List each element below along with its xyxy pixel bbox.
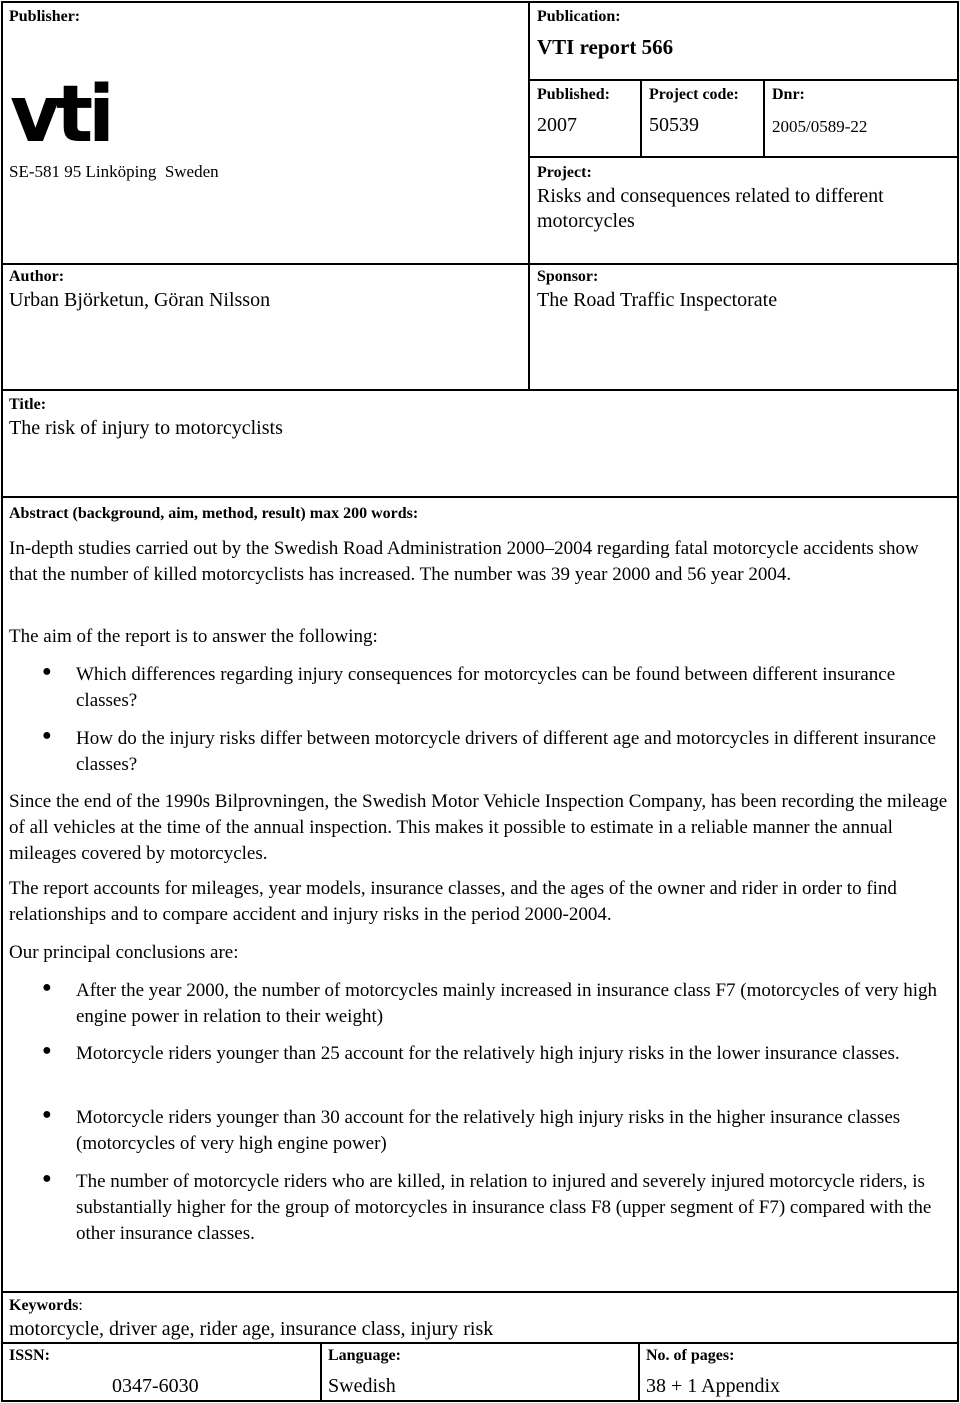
dnr-label: Dnr:: [772, 86, 805, 103]
pages-label: No. of pages:: [646, 1347, 735, 1364]
bullet-icon: ●: [42, 1106, 52, 1123]
author-label: Author:: [9, 268, 65, 285]
sponsor-label: Sponsor:: [537, 268, 599, 285]
keywords-label: Keywords: [9, 1297, 79, 1314]
abstract-paragraph-scope: The report accounts for mileages, year models, insurance classes, and the ages of the owner and rider in order to find relationships and to compare accident and injury risks in the period 2000-2004.: [9, 878, 897, 925]
abstract-label: Abstract (background, aim, method, result) max 200 words:: [9, 505, 419, 522]
sponsor-value: The Road Traffic Inspectorate: [537, 289, 778, 311]
divider-published-row: [529, 79, 959, 81]
conclusion-item: Motorcycle riders younger than 30 account for the relatively high injury risks in the higher insurance classes (motorcycles of very high engine power): [76, 1107, 901, 1154]
report-title: The risk of injury to motorcyclists: [9, 417, 283, 439]
bullet-icon: ●: [42, 1042, 52, 1059]
project-code-label: Project code:: [649, 86, 739, 103]
language-label: Language:: [328, 1347, 401, 1364]
divider-dnr-column: [763, 79, 765, 157]
vti-logo: vti: [10, 70, 110, 160]
publication-value: VTI report 566: [537, 35, 674, 59]
divider-abstract-row: [1, 496, 959, 498]
project-title-line1: Risks and consequences related to different: [537, 185, 884, 207]
divider-issn-row: [1, 1342, 959, 1344]
question-item: Which differences regarding injury consequences for motorcycles can be found between different insurance classes?: [76, 664, 896, 711]
conclusion-item: After the year 2000, the number of motorcycles mainly increased in insurance class F7 (motorcycles of very high engine power in relation to their weight): [76, 980, 938, 1027]
abstract-paragraph-conclusions-intro: Our principal conclusions are:: [9, 942, 239, 963]
project-title-line2: motorcycles: [537, 210, 635, 232]
publisher-label: Publisher:: [9, 8, 81, 25]
divider-pages-column: [638, 1342, 640, 1402]
abstract-paragraph-background: In-depth studies carried out by the Swedish Road Administration 2000–2004 regarding fatal motorcycle accidents show that the number of killed motorcyclists has increased. The number was 39 year 2000 and 56 year 2004.: [9, 538, 919, 585]
title-label: Title:: [9, 396, 47, 413]
issn-value: 0347-6030: [112, 1375, 199, 1397]
divider-author-row: [1, 263, 959, 265]
conclusion-item: The number of motorcycle riders who are killed, in relation to injured and severely injured motorcycle riders, is substantially higher for the group of motorcycles in insurance class F8 (upper segment of F7) compared with the other insurance classes.: [76, 1171, 932, 1244]
divider-published-column: [640, 79, 642, 157]
pages-value: 38 + 1 Appendix: [646, 1375, 781, 1397]
keywords-value: motorcycle, driver age, rider age, insurance class, injury risk: [9, 1318, 494, 1340]
abstract-paragraph-aim: The aim of the report is to answer the following:: [9, 626, 378, 647]
question-item: How do the injury risks differ between motorcycle drivers of different age and motorcycles in different insurance classes?: [76, 728, 936, 775]
keywords-label-row: [9, 1297, 83, 1315]
language-value: Swedish: [328, 1375, 396, 1397]
published-value: 2007: [537, 114, 577, 136]
author-value: Urban Björketun, Göran Nilsson: [9, 289, 271, 311]
bullet-icon: ●: [42, 979, 52, 996]
published-label: Published:: [537, 86, 610, 103]
project-label: Project:: [537, 164, 592, 181]
publication-label: Publication:: [537, 8, 621, 25]
divider-title-row: [1, 389, 959, 391]
divider-project-row: [529, 156, 959, 158]
abstract-paragraph-method: Since the end of the 1990s Bilprovningen, the Swedish Motor Vehicle Inspection Company, has been recording the mileage of all vehicles at the time of the annual inspection. This makes it possible to estimate in a reliable manner the annual mileages covered by motorcycles.: [9, 791, 948, 864]
divider-language-column: [320, 1342, 322, 1402]
keywords-colon: :: [78, 1297, 83, 1314]
publisher-address: SE-581 95 Linköping Sweden: [9, 162, 219, 181]
bullet-icon: ●: [42, 663, 52, 680]
conclusion-item: Motorcycle riders younger than 25 account for the relatively high injury risks in the lower insurance classes.: [76, 1043, 900, 1064]
issn-label: ISSN:: [9, 1347, 50, 1364]
project-code-value: 50539: [649, 114, 699, 136]
bullet-icon: ●: [42, 727, 52, 744]
divider-keywords-row: [1, 1291, 959, 1293]
dnr-value: 2005/0589-22: [772, 117, 868, 136]
divider-publisher-column: [528, 1, 530, 390]
bullet-icon: ●: [42, 1170, 52, 1187]
